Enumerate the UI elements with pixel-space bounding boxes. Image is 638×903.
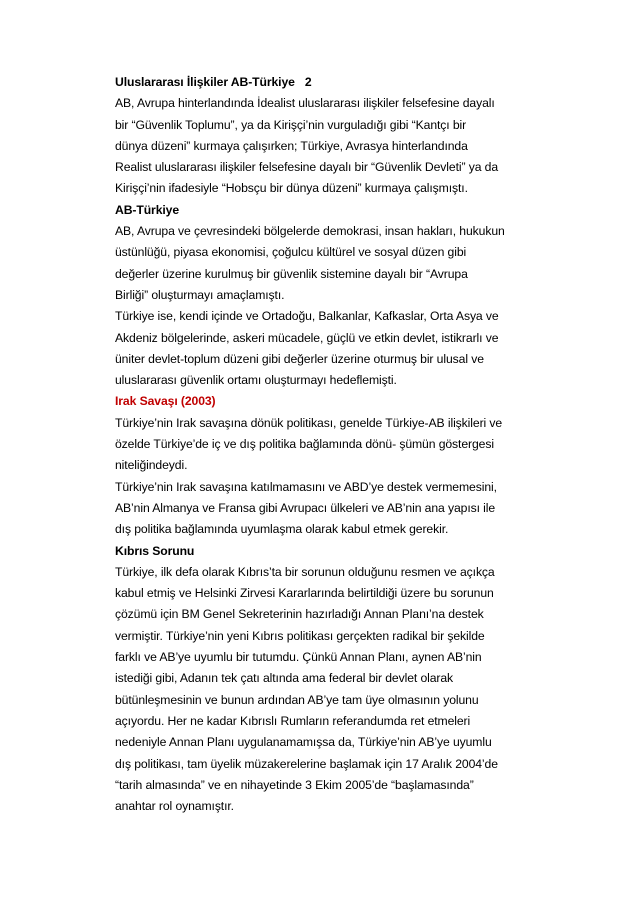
text-line: AB, Avrupa hinterlandında İdealist uluslararası ilişkiler felsefesine dayalı — [115, 96, 495, 111]
text-line: vermiştir. Türkiye’nin yeni Kıbrıs politikası gerçekten radikal bir şekilde — [115, 628, 485, 643]
text-line: niteliğindeydi. — [115, 458, 188, 473]
page-number: 2 — [304, 75, 312, 89]
text-line: dış politika bağlamında uyumlaşma olarak kabul etmek gerekir. — [115, 522, 449, 537]
text-line: Türkiye’nin Irak savaşına katılmamasını ve ABD’ye destek vermemesini, — [115, 479, 497, 494]
intro-paragraph — [115, 93, 565, 199]
section-heading-ab-turkiye: AB-Türkiye — [115, 202, 180, 217]
text-line: çözümü için BM Genel Sekreterinin hazırladığı Annan Planı’na destek — [115, 607, 484, 622]
text-line: uluslararası güvenlik ortamı oluşturmayı hedeflemişti. — [115, 373, 397, 388]
text-line: kabul etmiş ve Helsinki Zirvesi Kararlarında belirtildiği üzere bu sorunun — [115, 586, 494, 601]
text-line: “tarih almasında” ve en nihayetinde 3 Ekim 2005’de “başlamasında” — [115, 777, 474, 792]
text-line: bir “Güvenlik Toplumu”, ya da Kirişçi’nin vurguladığı gibi “Kantçı bir — [115, 117, 467, 132]
section-kibris-sorunu-body — [115, 562, 565, 818]
text-line: dış politikası, tam üyelik müzakerelerine başlamak için 17 Aralık 2004’de — [115, 756, 498, 771]
section-heading-kibris-sorunu: Kıbrıs Sorunu — [115, 543, 195, 558]
text-line: üstünlüğü, piyasa ekonomisi, çoğulcu kültürel ve sosyal düzen gibi — [115, 245, 467, 260]
text-line: bütünleşmesinin ve bunun ardından AB’ye tam üye olmasının yolunu — [115, 692, 479, 707]
text-line: üniter devlet-toplum düzeni gibi değerler üzerine oturmuş bir ulusal ve — [115, 351, 484, 366]
text-line: Kirişçi’nin ifadesiyle “Hobsçu bir dünya düzeni” kurmaya çalışmıştı. — [115, 181, 468, 196]
text-line: AB, Avrupa ve çevresindeki bölgelerde demokrasi, insan hakları, hukukun — [115, 224, 505, 239]
document-page — [115, 72, 565, 817]
page-header — [115, 72, 565, 93]
text-line: Türkiye ise, kendi içinde ve Ortadoğu, Balkanlar, Kafkaslar, Orta Asya ve — [115, 309, 499, 324]
text-line: değerler üzerine kurulmuş bir güvenlik sistemine dayalı bir “Avrupa — [115, 266, 468, 281]
text-line: açıyordu. Her ne kadar Kıbrıslı Rumların referandumda ret etmeleri — [115, 713, 471, 728]
text-line: AB’nin Almanya ve Fransa gibi Avrupacı ülkeleri ve AB’nin ana yapısı ile — [115, 500, 496, 515]
text-line: Türkiye, ilk defa olarak Kıbrıs’ta bir sorunun olduğunu resmen ve açıkça — [115, 564, 495, 579]
text-line: Birliği” oluşturmayı amaçlamıştı. — [115, 287, 285, 302]
text-line: istediği gibi, Adanın tek çatı altında ama federal bir devlet olarak — [115, 671, 454, 686]
text-line: anahtar rol oynamıştır. — [115, 799, 234, 814]
header-title: Uluslararası İlişkiler AB-Türkiye — [115, 75, 295, 89]
text-line: Akdeniz bölgelerinde, askeri mücadele, güçlü ve etkin devlet, istikrarlı ve — [115, 330, 499, 345]
text-line: Türkiye’nin Irak savaşına dönük politikası, genelde Türkiye-AB ilişkileri ve — [115, 415, 503, 430]
text-line: özelde Türkiye’de iç ve dış politika bağlamında dönü- şümün göstergesi — [115, 437, 494, 452]
section-ab-turkiye-body — [115, 221, 565, 391]
text-line: Realist uluslararası ilişkiler felsefesine dayalı bir “Güvenlik Devleti” ya da — [115, 160, 499, 175]
section-heading-irak-savasi: Irak Savaşı (2003) — [115, 394, 216, 409]
text-line: farklı ve AB’ye uyumlu bir tutumdu. Çünkü Annan Planı, aynen AB’nin — [115, 650, 482, 665]
text-line: dünya düzeni” kurmaya çalışırken; Türkiye, Avrasya hinterlandında — [115, 138, 468, 153]
text-line: nedeniyle Annan Planı uygulanamamışsa da, Türkiye’nin AB’ye uyumlu — [115, 735, 492, 750]
section-irak-savasi-body — [115, 413, 565, 541]
